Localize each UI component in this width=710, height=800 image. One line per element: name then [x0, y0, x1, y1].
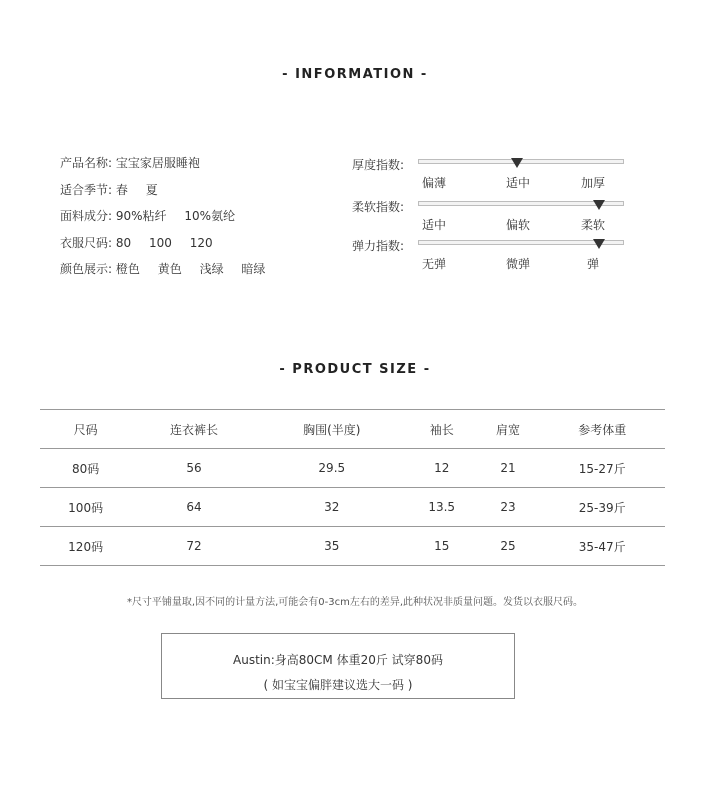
index-track: [418, 240, 624, 245]
thickness-index: [352, 156, 642, 196]
info-row-colors: [60, 260, 279, 287]
table-row: [40, 449, 665, 488]
table-cell: 32: [257, 488, 407, 527]
table-cell: 35: [257, 527, 407, 566]
index-label: 柔软指数:: [352, 200, 405, 214]
index-track: [418, 201, 624, 206]
index-tick: 适中: [505, 176, 531, 190]
table-header-row: [40, 410, 665, 449]
column-header: 连衣裤长: [131, 410, 257, 449]
column-header: 尺码: [40, 410, 131, 449]
column-header: 胸围(半度): [257, 410, 407, 449]
table-cell: 15: [407, 527, 477, 566]
table-cell: 29.5: [257, 449, 407, 488]
info-label: 适合季节:: [60, 182, 113, 197]
info-value: 春: [115, 182, 128, 197]
column-header: 肩宽: [477, 410, 540, 449]
softness-index: [352, 198, 642, 238]
info-value: 夏: [145, 182, 158, 197]
measurement-note: *尺寸平铺量取,因不同的计量方法,可能会有0-3cm左右的差异,此种状况非质量问题。发货以衣服尺码。: [126, 597, 584, 608]
index-tick: 无弹: [421, 257, 447, 271]
index-tick: 偏软: [505, 218, 531, 232]
information-title: - INFORMATION -: [282, 67, 428, 82]
table-cell: 23: [477, 488, 540, 527]
index-label: 弹力指数:: [352, 239, 405, 253]
table-cell: 80码: [40, 449, 131, 488]
index-marker-icon: [593, 239, 605, 249]
fit-reference-text: Austin:身高80CM 体重20斤 试穿80码: [233, 653, 443, 667]
index-tick: 偏薄: [421, 176, 447, 190]
table-cell: 100码: [40, 488, 131, 527]
info-row-season: [60, 181, 279, 208]
table-cell: 25-39斤: [539, 488, 665, 527]
info-label: 面料成分:: [60, 209, 113, 223]
info-value: 黄色: [157, 262, 182, 276]
elasticity-index: [352, 237, 642, 277]
fit-reference-box: [161, 633, 515, 699]
info-label: 衣服尺码:: [60, 235, 113, 250]
column-header: 袖长: [407, 410, 477, 449]
info-value: 橙色: [115, 262, 140, 276]
info-row-sizes: [60, 234, 279, 261]
info-label: 产品名称:: [60, 156, 113, 170]
info-value: 10%氨纶: [184, 209, 236, 223]
info-label: 颜色展示:: [60, 262, 113, 276]
info-value: 浅绿: [199, 262, 224, 276]
index-label: 厚度指数:: [352, 158, 405, 172]
table-row: [40, 488, 665, 527]
table-cell: 72: [131, 527, 257, 566]
index-marker-icon: [511, 158, 523, 168]
info-value: 90%粘纤: [115, 209, 167, 223]
size-table: [40, 409, 665, 566]
index-marker-icon: [593, 200, 605, 210]
table-cell: 56: [131, 449, 257, 488]
info-value: 宝宝家居服睡袍: [115, 156, 200, 170]
info-row-fabric: [60, 207, 279, 234]
info-value: 100: [148, 235, 172, 250]
index-tick: 微弹: [505, 257, 531, 271]
table-cell: 21: [477, 449, 540, 488]
table-cell: 12: [407, 449, 477, 488]
info-row-name: [60, 154, 279, 181]
product-size-title: - PRODUCT SIZE -: [279, 362, 431, 377]
fit-advice-text: ( 如宝宝偏胖建议选大一码 ): [263, 678, 413, 692]
info-value: 120: [189, 235, 213, 250]
index-tick: 加厚: [580, 176, 606, 190]
index-tick: 柔软: [580, 218, 606, 232]
table-cell: 120码: [40, 527, 131, 566]
table-cell: 35-47斤: [539, 527, 665, 566]
table-cell: 13.5: [407, 488, 477, 527]
info-value: 暗绿: [241, 262, 266, 276]
column-header: 参考体重: [539, 410, 665, 449]
index-track: [418, 159, 624, 164]
index-tick: 适中: [421, 218, 447, 232]
table-cell: 25: [477, 527, 540, 566]
table-cell: 64: [131, 488, 257, 527]
product-info-list: [60, 154, 279, 287]
info-value: 80: [115, 235, 132, 250]
index-tick: 弹: [586, 257, 600, 271]
table-cell: 15-27斤: [539, 449, 665, 488]
table-row: [40, 527, 665, 566]
